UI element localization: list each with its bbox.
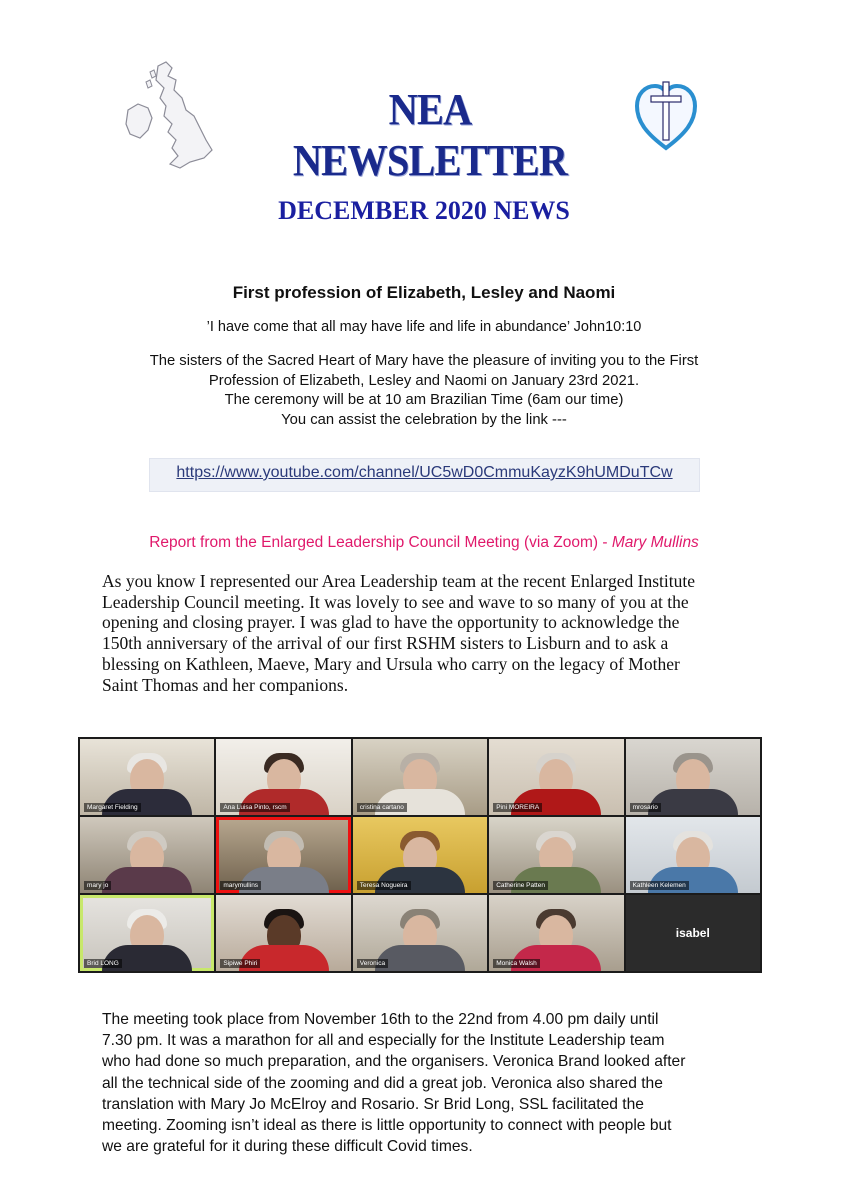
participant-name: Sipiwe Phiri — [220, 959, 260, 968]
participant-name: cristina cartano — [357, 803, 407, 812]
participant-name: Teresa Nogueira — [357, 881, 411, 890]
participant-tile — [353, 739, 487, 815]
participant-tile — [626, 739, 760, 815]
uk-ireland-map-icon — [120, 58, 220, 178]
participant-name: mrosario — [630, 803, 661, 812]
participant-name: Ana Luisa Pinto, rscm — [220, 803, 289, 812]
meeting-line: we are grateful for it during these difficult Covid times. — [102, 1138, 473, 1156]
meeting-line: 7.30 pm. It was a marathon for all and especially for the Institute Leadership team — [102, 1032, 665, 1050]
participant-name: Brid LONG — [84, 959, 122, 968]
participant-tile — [353, 817, 487, 893]
profession-invitation — [80, 352, 768, 430]
report-line: As you know I represented our Area Leadership team at the recent Enlarged Institute — [102, 571, 696, 591]
issue-title: DECEMBER 2020 NEWS — [278, 196, 570, 225]
profession-quote: ’I have come that all may have life and life in abundance’ John10:10 — [206, 319, 642, 335]
participant-name: Pini MOREIRA — [493, 803, 542, 812]
invitation-line: Profession of Elizabeth, Lesley and Naomi on January 23rd 2021. — [208, 372, 640, 389]
participant-name: isabel — [675, 926, 710, 940]
invitation-line: The ceremony will be at 10 am Brazilian Time (6am our time) — [224, 392, 624, 408]
participant-tile — [216, 895, 350, 971]
meeting-line: meeting. Zooming isn’t ideal as there is little opportunity to connect with people but — [102, 1117, 672, 1135]
participant-tile-video-off — [626, 895, 760, 971]
meeting-line: The meeting took place from November 16th to the 22nd from 4.00 pm daily until — [102, 1011, 659, 1028]
report-heading-title: Report from the Enlarged Leadership Council Meeting (via Zoom) - — [149, 534, 612, 551]
participant-tile — [489, 739, 623, 815]
profession-heading: First profession of Elizabeth, Lesley and Naomi — [232, 283, 616, 302]
participant-tile — [489, 817, 623, 893]
participant-tile-active-speaker — [216, 817, 350, 893]
participant-tile — [80, 817, 214, 893]
participant-name: Monica Walsh — [493, 959, 540, 968]
newsletter-masthead: NEA NEWSLETTER — [292, 85, 568, 185]
invitation-line: The sisters of the Sacred Heart of Mary have the pleasure of inviting you to the First — [149, 353, 699, 369]
report-line: Saint Thomas and her companions. — [102, 674, 349, 695]
report-line: blessing on Kathleen, Maeve, Mary and Ursula who carry on the legacy of Mother — [102, 653, 680, 674]
youtube-link[interactable]: https://www.youtube.com/channel/UC5wD0CmmuKayzK9hUMDuTCw — [176, 464, 673, 481]
report-line: Leadership Council meeting. It was lovely to see and wave to so many of you at the — [102, 591, 689, 612]
report-heading — [0, 534, 848, 552]
participant-tile — [626, 817, 760, 893]
participant-tile — [80, 739, 214, 815]
report-author: Mary Mullins — [611, 534, 699, 551]
participant-name: Catherine Patten — [493, 881, 548, 890]
meeting-line: who had done so much preparation, and the organisers. Veronica Brand looked after — [102, 1053, 686, 1071]
participant-name: mary jo — [84, 881, 111, 890]
invitation-line: You can assist the celebration by the link --- — [281, 411, 567, 428]
participant-tile — [353, 895, 487, 971]
participant-tile-speaking — [80, 895, 214, 971]
participant-name: marymullins — [220, 881, 261, 890]
participant-name: Kathleen Kelemen — [630, 881, 689, 890]
meeting-line: all the technical side of the zooming and did a great job. Veronica also shared the — [102, 1074, 663, 1092]
participant-tile — [216, 739, 350, 815]
heart-cross-logo-icon — [633, 78, 699, 154]
meeting-paragraph — [102, 1009, 762, 1157]
meeting-line: translation with Mary Jo McElroy and Rosario. Sr Brid Long, SSL facilitated the — [102, 1095, 644, 1113]
participant-tile — [489, 895, 623, 971]
report-line: 150th anniversary of the arrival of our first RSHM sisters to Lisburn and to ask a — [102, 633, 669, 654]
participant-name: Veronica — [357, 959, 388, 968]
zoom-meeting-screenshot — [78, 737, 762, 973]
participant-name: Margaret Fielding — [84, 803, 141, 812]
report-paragraph — [102, 571, 752, 695]
report-line: opening and closing prayer. I was glad to have the opportunity to acknowledge the — [102, 612, 680, 633]
youtube-link-box — [149, 458, 700, 492]
